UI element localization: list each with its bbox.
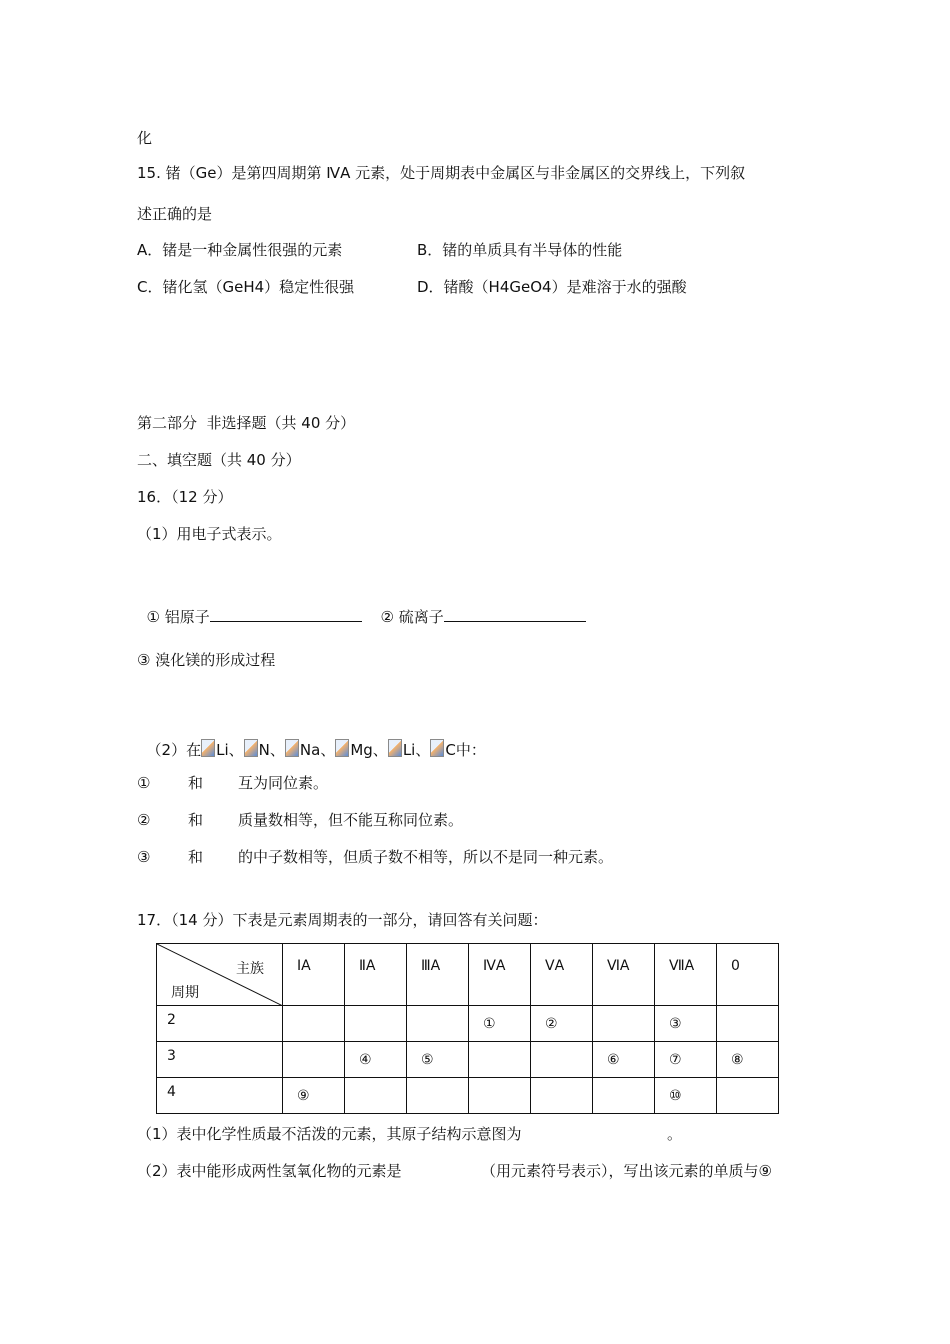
period-cell: 2 bbox=[157, 1006, 283, 1042]
column-header: ⅤA bbox=[531, 944, 593, 1006]
q16-sub2 bbox=[137, 719, 486, 760]
table-cell: ① bbox=[469, 1006, 531, 1042]
q16-header: 16．（12 分） bbox=[137, 488, 233, 506]
q16-row-and: 和 bbox=[188, 774, 204, 792]
table-cell bbox=[593, 1078, 655, 1114]
corner-label-group: 主族 bbox=[236, 961, 264, 977]
q17-sub2-tail: （用元素符号表示），写出该元素的单质与⑨ bbox=[481, 1162, 772, 1180]
answer-blank[interactable] bbox=[210, 607, 362, 622]
table-cell bbox=[531, 1042, 593, 1078]
table-row bbox=[157, 1078, 779, 1114]
nuclide-symbol: Mg bbox=[350, 741, 373, 759]
table-cell bbox=[531, 1078, 593, 1114]
q17-sub2: （2）表中能形成两性氢氧化物的元素是 bbox=[137, 1162, 402, 1180]
period-cell: 4 bbox=[157, 1078, 283, 1114]
table-cell bbox=[283, 1042, 345, 1078]
table-row bbox=[157, 1006, 779, 1042]
column-header: ⅡA bbox=[345, 944, 407, 1006]
q16-row-num: ② bbox=[137, 811, 151, 829]
nuclide-image-icon bbox=[285, 739, 299, 757]
column-header: ⅥA bbox=[593, 944, 655, 1006]
table-cell: ⑥ bbox=[593, 1042, 655, 1078]
table-cell bbox=[345, 1006, 407, 1042]
corner-label-period: 周期 bbox=[171, 985, 199, 1001]
item-label: ② 硫离子 bbox=[380, 608, 444, 626]
nuclide-symbol: N bbox=[258, 741, 270, 759]
table-cell: ⑨ bbox=[283, 1078, 345, 1114]
sub2-prefix: （2）在 bbox=[146, 741, 202, 759]
table-row bbox=[157, 1042, 779, 1078]
part2-title: 第二部分 非选择题（共 40 分） bbox=[137, 414, 356, 432]
column-header: ⅢA bbox=[407, 944, 469, 1006]
q16-sub1: （1）用电子式表示。 bbox=[137, 525, 282, 543]
table-cell bbox=[469, 1078, 531, 1114]
table-cell bbox=[407, 1078, 469, 1114]
nuclide-image-icon bbox=[388, 739, 402, 757]
q16-row-text: 的中子数相等，但质子数不相等，所以不是同一种元素。 bbox=[238, 848, 614, 866]
q17-sub1: （1）表中化学性质最不活泼的元素，其原子结构示意图为 bbox=[137, 1125, 522, 1143]
period-cell: 3 bbox=[157, 1042, 283, 1078]
nuclide-image-icon bbox=[201, 739, 215, 757]
separator: 、 bbox=[228, 741, 244, 759]
nuclide-symbol: Li bbox=[402, 741, 416, 759]
table-cell: ⑧ bbox=[717, 1042, 779, 1078]
nuclide-symbol: Na bbox=[299, 741, 321, 759]
q15-option-b: B．锗的单质具有半导体的性能 bbox=[417, 241, 623, 259]
table-header-row bbox=[157, 944, 779, 1006]
table-cell: ⑦ bbox=[655, 1042, 717, 1078]
item-label: ① 铝原子 bbox=[146, 608, 210, 626]
q15-option-c: C．锗化氢（GeH4）稳定性很强 bbox=[137, 278, 355, 296]
q15-stem-line2: 述正确的是 bbox=[137, 205, 213, 223]
q16-item-mgbr2-formation: ③ 溴化镁的形成过程 bbox=[137, 651, 276, 669]
column-header: ⅣA bbox=[469, 944, 531, 1006]
q16-row-num: ① bbox=[137, 774, 151, 792]
q15-option-a: A．锗是一种金属性很强的元素 bbox=[137, 241, 343, 259]
column-header: ⅠA bbox=[283, 944, 345, 1006]
table-cell: ⑩ bbox=[655, 1078, 717, 1114]
sub2-suffix: 中： bbox=[455, 741, 486, 759]
column-header: ⅦA bbox=[655, 944, 717, 1006]
separator: 、 bbox=[320, 741, 336, 759]
q16-row-text: 质量数相等，但不能互称同位素。 bbox=[238, 811, 464, 829]
table-cell bbox=[469, 1042, 531, 1078]
table-cell bbox=[593, 1006, 655, 1042]
column-header: 0 bbox=[717, 944, 779, 1006]
table-cell bbox=[717, 1006, 779, 1042]
separator: 、 bbox=[415, 741, 431, 759]
q16-row-num: ③ bbox=[137, 848, 151, 866]
corner-cell bbox=[157, 944, 283, 1006]
table-cell bbox=[283, 1006, 345, 1042]
nuclide-symbol: C bbox=[445, 741, 456, 759]
answer-blank[interactable] bbox=[444, 607, 586, 622]
table-cell: ③ bbox=[655, 1006, 717, 1042]
section-title: 二、填空题（共 40 分） bbox=[137, 451, 301, 469]
q15-stem-line1: 15. 锗（Ge）是第四周期第 ⅣA 元素，处于周期表中金属区与非金属区的交界线上，下列叙 bbox=[137, 164, 746, 182]
nuclide-image-icon bbox=[244, 739, 258, 757]
q16-row-and: 和 bbox=[188, 848, 204, 866]
separator: 、 bbox=[372, 741, 388, 759]
nuclide-symbol: Li bbox=[216, 741, 229, 759]
q16-item-sulfide-ion bbox=[371, 587, 586, 627]
nuclide-image-icon bbox=[430, 739, 444, 757]
table-cell: ④ bbox=[345, 1042, 407, 1078]
q17-sub1-end: 。 bbox=[667, 1125, 683, 1143]
page-fragment: 化 bbox=[137, 129, 153, 147]
q15-option-d: D．锗酸（H4GeO4）是难溶于水的强酸 bbox=[417, 278, 687, 296]
q16-row-and: 和 bbox=[188, 811, 204, 829]
table-cell: ② bbox=[531, 1006, 593, 1042]
table-cell bbox=[345, 1078, 407, 1114]
table-cell bbox=[717, 1078, 779, 1114]
periodic-table bbox=[156, 943, 779, 1114]
separator: 、 bbox=[269, 741, 285, 759]
nuclide-image-icon bbox=[335, 739, 349, 757]
q16-row-text: 互为同位素。 bbox=[238, 774, 329, 792]
table-cell bbox=[407, 1006, 469, 1042]
q17-header: 17．（14 分）下表是元素周期表的一部分，请回答有关问题： bbox=[137, 911, 548, 929]
q16-item-aluminum-atom bbox=[137, 587, 362, 627]
table-cell: ⑤ bbox=[407, 1042, 469, 1078]
